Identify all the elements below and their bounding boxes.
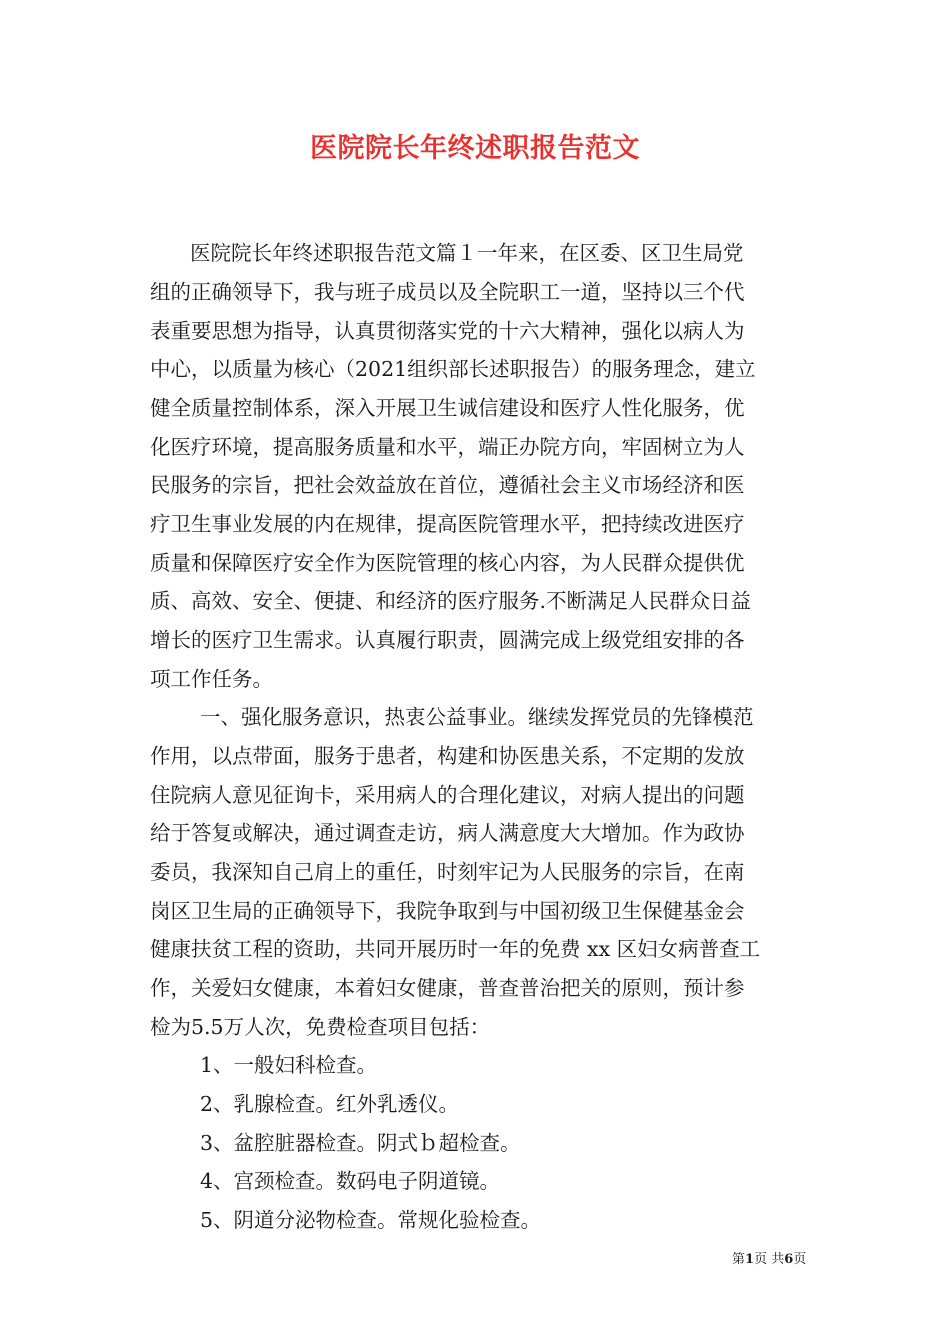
list-item-2: 2、乳腺检查。红外乳透仪。 [200,1092,460,1116]
body-line-6: 化医疗环境，提高服务质量和水平，端正办院方向，牢固树立为人 [150,435,745,459]
document-title: 医院院长年终述职报告范文 [310,133,640,164]
body-line-3: 表重要思想为指导，认真贯彻落实党的十六大精神，强化以病人为 [150,319,745,343]
body-line-11: 增长的医疗卫生需求。认真履行职责，圆满完成上级党组安排的各 [150,628,745,652]
footer-middle: 页 共 [754,1252,785,1267]
footer-suffix: 页 [793,1252,807,1267]
body-line-13: 一、强化服务意识，热衷公益事业。继续发挥党员的先锋模范 [200,705,754,729]
body-line-18: 岗区卫生局的正确领导下，我院争取到与中国初级卫生保健基金会 [150,899,745,923]
body-line-7: 民服务的宗旨，把社会效益放在首位，遵循社会主义市场经济和医 [150,473,745,497]
body-line-1: 医院院长年终述职报告范文篇１一年来，在区委、区卫生局党 [190,241,744,265]
body-line-2: 组的正确领导下，我与班子成员以及全院职工一道，坚持以三个代 [150,280,745,304]
body-line-20: 作，关爱妇女健康，本着妇女健康，普查普治把关的原则，预计参 [150,976,745,1000]
body-line-16: 给于答复或解决，通过调查走访，病人满意度大大增加。作为政协 [150,821,745,845]
body-line-4: 中心，以质量为核心（2021组织部长述职报告）的服务理念，建立 [150,357,756,381]
current-page-number: 1 [745,1252,755,1267]
body-line-12: 项工作任务。 [150,667,273,691]
list-item-1: 1、一般妇科检查。 [200,1053,378,1077]
body-line-21: 检为5.5万人次，免费检查项目包括： [150,1015,491,1039]
page-footer [732,1248,806,1267]
body-line-8: 疗卫生事业发展的内在规律，提高医院管理水平，把持续改进医疗 [150,512,745,536]
body-line-5: 健全质量控制体系，深入开展卫生诚信建设和医疗人性化服务，优 [150,396,745,420]
footer-prefix: 第 [732,1252,746,1267]
list-item-4: 4、宫颈检查。数码电子阴道镜。 [200,1169,501,1193]
body-line-15: 住院病人意见征询卡，采用病人的合理化建议，对病人提出的问题 [150,783,745,807]
body-line-9: 质量和保障医疗安全作为医院管理的核心内容，为人民群众提供优 [150,551,745,575]
list-item-3: 3、盆腔脏器检查。阴式ｂ超检查。 [200,1131,521,1155]
body-line-19: 健康扶贫工程的资助，共同开展历时一年的免费 xx 区妇女病普查工 [150,937,761,961]
list-item-5: 5、阴道分泌物检查。常规化验检查。 [200,1208,542,1232]
total-pages-number: 6 [784,1252,794,1267]
body-line-17: 委员，我深知自己肩上的重任，时刻牢记为人民服务的宗旨，在南 [150,860,745,884]
body-line-10: 质、高效、安全、便捷、和经济的医疗服务.不断满足人民群众日益 [150,589,752,613]
body-line-14: 作用，以点带面，服务于患者，构建和协医患关系，不定期的发放 [150,744,745,768]
